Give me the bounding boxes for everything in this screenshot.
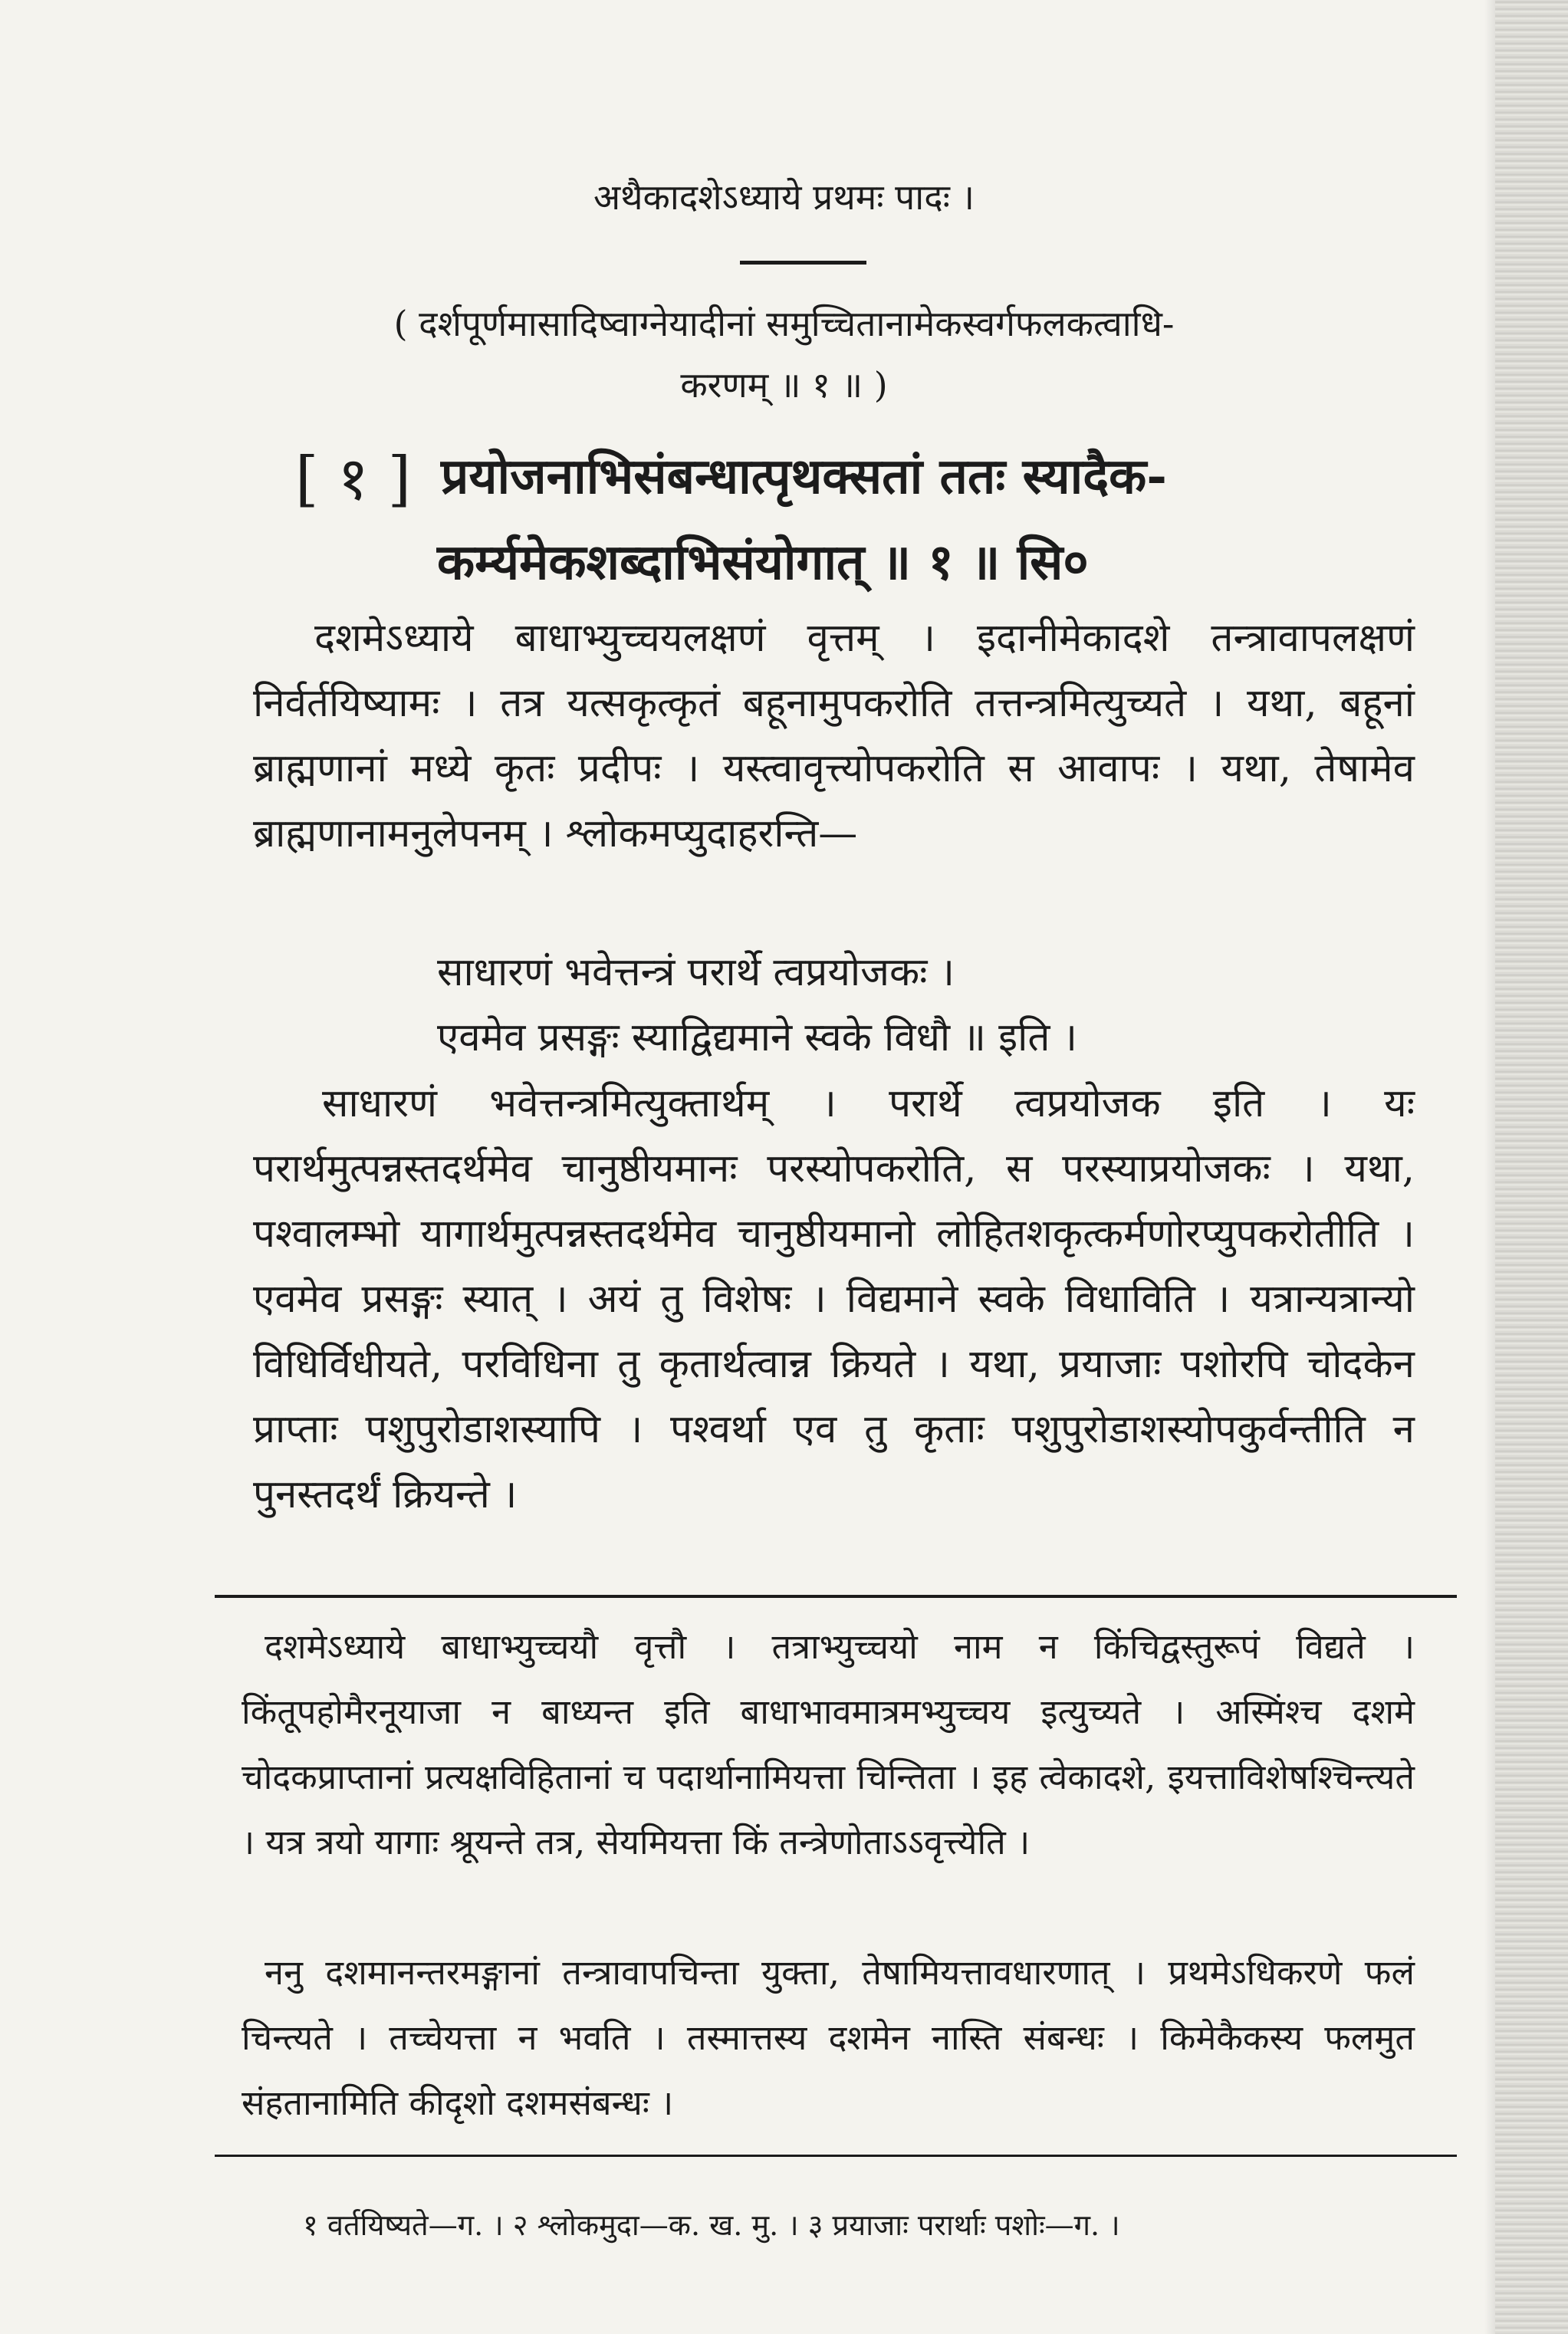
verse-line-2: एवमेव प्रसङ्गः स्याद्विद्यमाने स्वके विधौ ॥ इति । [437,1015,1077,1060]
verse-line-1: साधारणं भवेत्तन्त्रं परार्थे त्वप्रयोजकः । [437,950,955,995]
page-gutter [1484,0,1495,2334]
sutra-number: [ १ ] [295,445,412,514]
commentary-paragraph-2: ननु दशमानन्तरमङ्गानां तन्त्रावापचिन्ता युक्ता, तेषामियत्तावधारणात् । प्रथमेऽधिकरणे फलं चिन्त्यते । तच्चेयत्ता न भवति । तस्मात्तस्य दशमेन नास्ति संबन्धः । किमेकैकस्य फलमुत संहतानामिति कीदृशो दशमसंबन्धः । [242,1952,1415,2123]
footnote-divider [215,2155,1457,2157]
sutra-line-2: कर्म्यमेकशब्दाभिसंयोगात् ॥ १ ॥ सि० [437,534,1089,591]
commentary-paragraph-1: दशमेऽध्याये बाधाभ्युच्चयौ वृत्तौ । तत्राभ्युच्चयो नाम न किंचिद्वस्तुरूपं विद्यते । किंतूपहोमैरनूयाजा न बाध्यन्त इति बाधाभावमात्रमभ्युच्चय इत्युच्यते । अस्मिंश्च दशमे चोदकप्राप्तानां प्रत्यक्षविहितानां च पदार्थानामियत्ता चिन्तिता । इह त्वेकादशे, इयत्ताविशेषश्चिन्त्यते । यत्र त्रयो यागाः श्रूयन्ते तत्र, सेयमियत्ता किं तन्त्रेणोताऽऽवृत्त्येति । [242,1626,1415,1862]
section-title-line-2: करणम् ॥ १ ॥ ) [680,364,888,406]
section-title-line-1: ( दर्शपूर्णमासादिष्वाग्नेयादीनां समुच्चितानामेकस्वर्गफलकत्वाधि- [393,303,1175,344]
footnote: १ वर्तयिष्यते—ग. । २ श्लोकमुदा—क. ख. मु. । ३ प्रयाजाः परार्थाः पशोः—ग. । [303,2208,1120,2242]
page-heading: अथैकादशेऽध्याये प्रथमः पादः । [593,176,975,218]
bhashya-paragraph-1: दशमेऽध्याये बाधाभ्युच्चयलक्षणं वृत्तम् । इदानीमेकादशे तन्त्रावापलक्षणं निर्वर्तयिष्यामः । तत्र यत्सकृत्कृतं बहूनामुपकरोति तत्तन्त्रमित्युच्यते । यथा, बहूनां ब्राह्मणानां मध्ये कृतः प्रदीपः । यस्त्वावृत्त्योपकरोति स आवापः । यथा, तेषामेव ब्राह्मणानामनुलेपनम् । श्लोकमप्युदाहरन्ति— [253,616,1415,856]
heading-divider [740,261,866,265]
bhashya-paragraph-2: साधारणं भवेत्तन्त्रमित्युक्तार्थम् । परार्थे त्वप्रयोजक इति । यः परार्थमुत्पन्नस्तदर्थमेव चानुष्ठीयमानः परस्योपकरोति, स परस्याप्रयोजकः । यथा, पश्वालम्भो यागार्थमुत्पन्नस्तदर्थमेव चानुष्ठीयमानो लोहितशकृत्कर्मणोरप्युपकरोतीति । एवमेव प्रसङ्गः स्यात् । अयं तु विशेषः । विद्यमाने स्वके विधाविति । यत्रान्यत्रान्यो विधिर्विधीयते, परविधिना तु कृतार्थत्वान्न क्रियते । यथा, प्रयाजाः पशोरपि चोदकेन प्राप्ताः पशुपुरोडाशस्यापि । पश्वर्था एव तु कृताः पशुपुरोडाशस्योपकुर्वन्तीति न पुनस्तदर्थं क्रियन्ते । [253,1081,1415,1517]
sutra-line-1: प्रयोजनाभिसंबन्धात्पृथक्सतां ततः स्यादैक- [441,448,1167,505]
page-edge-shadow [1495,0,1568,2334]
commentary-divider [215,1595,1457,1598]
